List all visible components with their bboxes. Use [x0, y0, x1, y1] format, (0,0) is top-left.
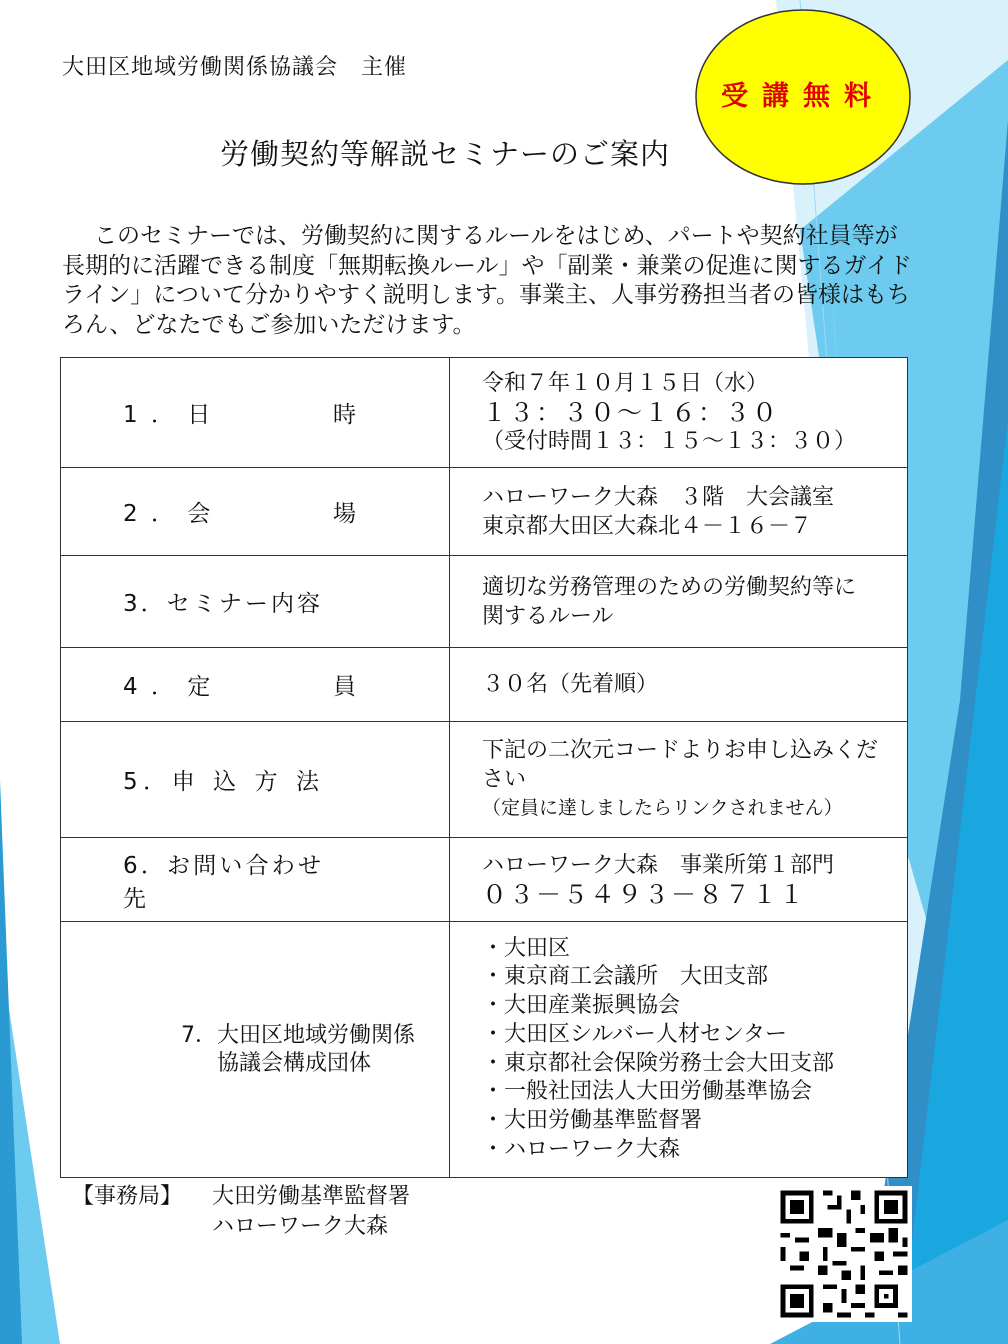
apply-note: （定員に達しましたらリンクされません）	[482, 797, 843, 819]
row-content	[61, 556, 908, 648]
office-block	[72, 1182, 410, 1242]
label-datetime: 1．日 時	[123, 402, 356, 428]
list-item: ・ハローワーク大森	[482, 1136, 681, 1162]
list-item: ・東京商工会議所 大田支部	[482, 964, 769, 990]
office-line2: ハローワーク大森	[212, 1214, 389, 1239]
office-line1: 大田労働基準監督署	[212, 1184, 411, 1209]
label-members	[123, 1022, 448, 1078]
content-line2: 関するルール	[482, 603, 614, 629]
label-capacity: 4．定 員	[123, 674, 356, 700]
venue-line2: 東京都大田区大森北４－１６－７	[482, 513, 813, 539]
list-item: ・大田労働基準監督署	[482, 1107, 703, 1133]
row-capacity	[61, 648, 908, 722]
row-apply	[61, 722, 908, 838]
label-venue: 2．会 場	[123, 501, 356, 527]
members-list	[482, 935, 906, 1165]
seminar-info-table	[60, 357, 908, 1178]
label-content: 3．セミナー内容	[123, 591, 320, 617]
datetime-reception: （受付時間１３：１５～１３：３０）	[482, 429, 857, 454]
content-line1: 適切な労務管理のための労働契約等に	[482, 574, 857, 600]
label-contact: 6．お問い合わせ先	[123, 852, 321, 912]
datetime-date: 令和７年１０月１５日（水）	[482, 371, 769, 396]
datetime-time: １３：３０～１６：３０	[482, 398, 780, 427]
page-title: 労働契約等解説セミナーのご案内	[220, 137, 671, 171]
label-members-line2: 協議会構成団体	[217, 1050, 372, 1076]
qr-code-icon[interactable]	[776, 1186, 912, 1322]
row-contact	[61, 838, 908, 922]
list-item: ・大田産業振興協会	[482, 993, 681, 1019]
row-datetime	[61, 358, 908, 468]
organizer-text: 大田区地域労働関係協議会 主催	[62, 55, 408, 80]
label-apply: 5．申 込 方 法	[123, 769, 319, 795]
row-members	[61, 922, 908, 1178]
venue-line1: ハローワーク大森 ３階 大会議室	[482, 484, 835, 510]
capacity-value: ３０名（先着順）	[482, 672, 659, 697]
list-item: ・大田区シルバー人材センター	[482, 1021, 788, 1047]
list-item: ・東京都社会保険労務士会大田支部	[482, 1050, 835, 1076]
apply-line1: 下記の二次元コードよりお申し込みください	[482, 738, 879, 792]
list-item: ・大田区	[482, 935, 571, 961]
office-label: 【事務局】	[72, 1184, 183, 1209]
row-venue	[61, 468, 908, 556]
contact-phone: ０３－５４９３－８７１１	[482, 879, 807, 909]
list-item: ・一般社団法人大田労働基準協会	[482, 1079, 813, 1105]
label-members-line1: 7．大田区地域労働関係	[181, 1022, 415, 1048]
intro-paragraph: このセミナーでは、労働契約に関するルールをはじめ、パートや契約社員等が長期的に活躍できる制度「無期転換ルール」や「副業・兼業の促進に関するガイドライン」について分かりやすく説明します。事業主、人事労務担当者の皆様はもちろん、どなたでもご参加いただけます。	[62, 223, 912, 338]
contact-line1: ハローワーク大森 事業所第１部門	[482, 852, 835, 878]
free-badge-label: 受講無料	[721, 81, 885, 112]
